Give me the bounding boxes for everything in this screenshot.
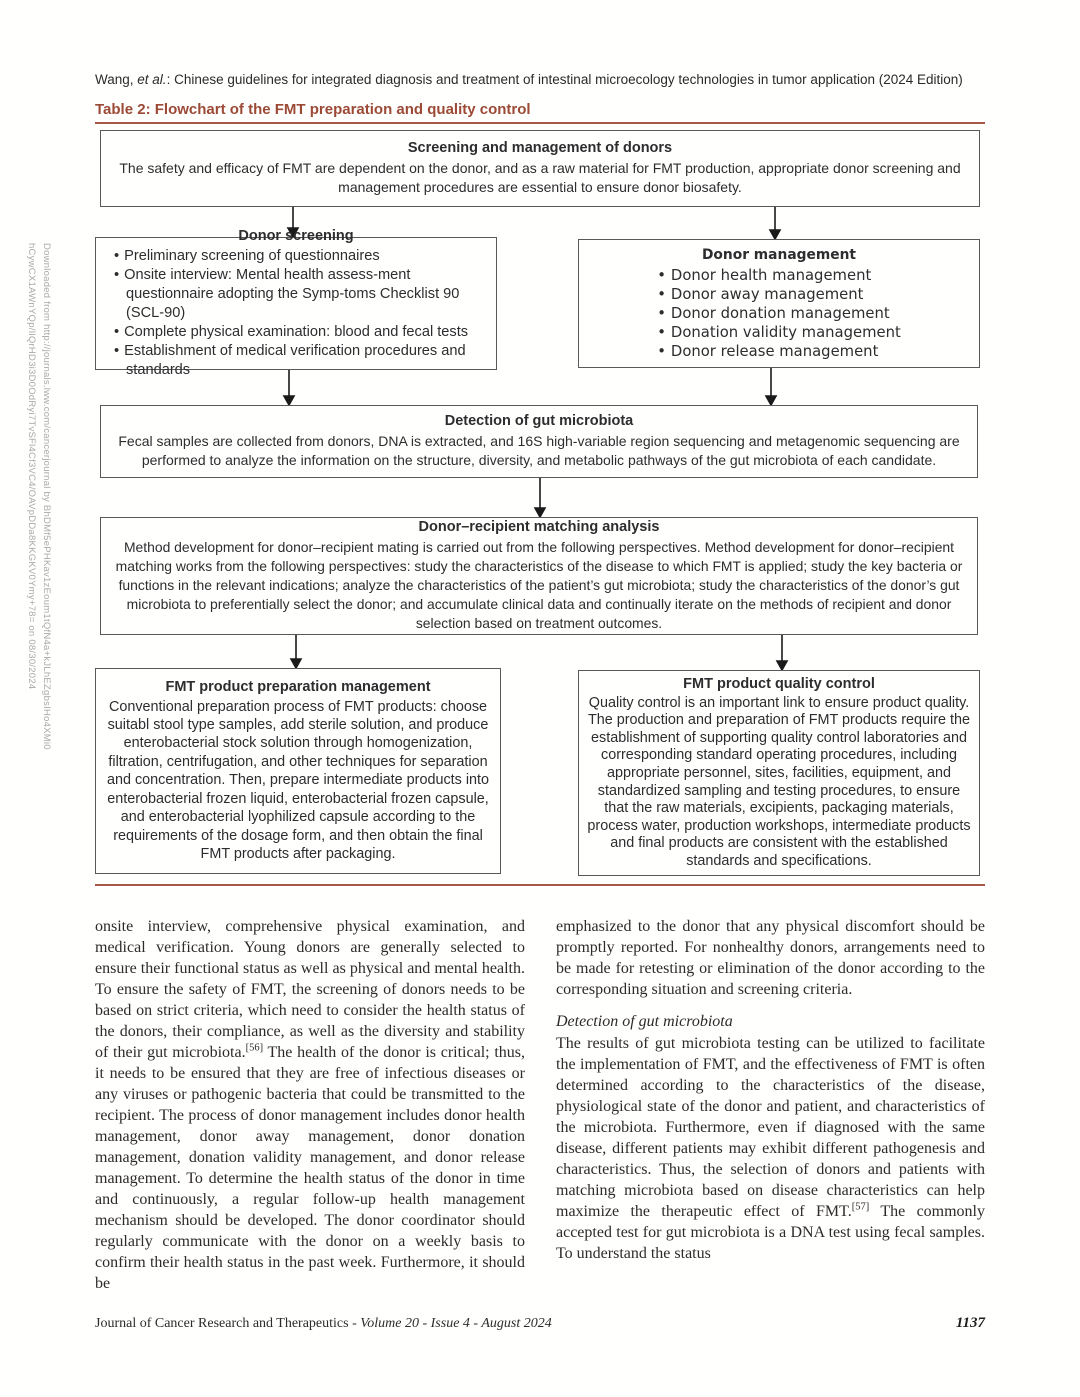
list-item: • Donation validity management [657,323,901,342]
list-item: • Establishment of medical verification procedures and standards [114,342,486,380]
flow-box-body: The safety and efficacy of FMT are dependent on the donor, and as a raw material for FMT production, appropriate donor screening and management procedures are essential to ensure donor biosafety. [119,160,961,195]
running-head-authors: Wang, [95,72,138,87]
paragraph-text: The commonly accepted test for gut microbiota is a DNA test using fecal samples. To understand the status [556,1203,986,1262]
fmt-flowchart [0,130,1080,876]
reference-marker: [57] [851,1201,870,1213]
list-item: • Donor donation management [657,304,901,323]
flow-box-quality-control [578,670,980,876]
flow-box-screening-and-management [100,130,980,207]
flow-box-donor-screening [95,227,497,378]
flow-box-donor-management [578,239,980,368]
journal-name: Journal of Cancer Research and Therapeutics [95,1316,349,1331]
flow-box-title: Screening and management of donors [407,140,673,156]
paragraph [556,1033,985,1264]
paragraph [95,916,525,1294]
list-item: • Complete physical examination: blood and fecal tests [114,323,486,342]
flow-box-title: Detection of gut microbiota [444,413,634,429]
page-number: 1137 [955,1315,985,1331]
paragraph-text: The health of the donor is critical; thus, it needs to be ensured that they are free of infectious diseases or any viruses or pathogenic bacteria that could be transmitted to the recipient. The process of donor management includes donor health management, donor away management, donor donation management, donation validity management, and donor release management. To determine the health status of the donor in time and continuously, a regular follow-up health management mechanism should be developed. The donor coordinator should regularly communicate with the donor on a weekly basis to confirm their health status in the past week. Furthermore, it should be [95,1044,525,1292]
list-item: • Donor health management [657,266,901,285]
flow-box-body: Quality control is an important link to ensure product quality. The production and preparation of FMT products require the establishment of supporting quality control laboratories and corresponding standard operating procedures, including appropriate personnel, sites, facilities, equipment, and standardized sampling and testing procedures, to ensure that the raw materials, excipients, packaging materials, process water, production workshops, intermediate products and final products are consistent with the established standards and specifications. [587,694,971,869]
running-head [95,72,985,87]
section-subheading: Detection of gut microbiota [556,1013,733,1030]
paragraph-text: The results of gut microbiota testing can be utilized to facilitate the implementation of FMT, and the effectiveness of FMT is often determined according to the characteristics of the disease, physiological state of the donor and patient, and characteristics of the microbiota. Furthermore, even if diagnosed with the same disease, different patients may exhibit different pathogenesis and characteristics. Thus, the selection of donors and patients with matching microbiota based on disease characteristics can help maximize the therapeutic effect of FMT. [556,1035,985,1220]
article-column-right [556,916,985,1264]
flow-box-body: Fecal samples are collected from donors, DNA is extracted, and 16S high-variable region sequencing and metagenomic sequencing are performed to analyze the information on the structure, diversity, and metabolic pathways of the gut microbiota of each candidate. [118,433,960,468]
flow-box-body: Conventional preparation process of FMT products: choose suitabl stool type samples, add sterile solution, and produce enterobacterial stock solution through homogenization, filtration, centrifugation, and other techniques for separation and concentration. Then, prepare intermediate products into enterobacterial frozen liquid, enterobacterial frozen capsule, and enterobacterial lyophilized capsule according to the requirements of the dosage form, and then obtain the final FMT products after packaging. [106,698,490,862]
flow-box-title: Donor management [701,246,857,263]
list-item: • Donor release management [657,342,901,361]
list-item: • Preliminary screening of questionnaires [114,247,486,266]
footer-journal-info [95,1316,552,1332]
running-head-title: : Chinese guidelines for integrated diagnosis and treatment of intestinal microecology technologies in tumor application (2024 Edition) [166,72,963,87]
flow-box-title: FMT product quality control [683,675,875,692]
paragraph-text: onsite interview, comprehensive physical examination, and medical verification. Young donors are generally selected to ensure their functional status as well as physical and mental health. To ensure the safety of FMT, the screening of donors needs to be based on strict criteria, which need to consider the health status of the donors, their compliance, as well as the diversity and stability of their gut microbiota. [95,918,525,1061]
flow-box-title: FMT product preparation management [165,678,431,695]
list-item: • Onsite interview: Mental health assess-ment questionnaire adopting the Symp-toms Checklist 90 (SCL-90) [114,266,486,323]
divider-top [95,122,985,124]
reference-marker: [56] [245,1042,264,1054]
donor-management-list [657,266,901,361]
paragraph: emphasized to the donor that any physical discomfort should be promptly reported. For nonhealthy donors, arrangements need to be made for retesting or elimination of the donor according to the corresponding situation and screening criteria. [556,918,985,998]
issue-separator: - [348,1316,361,1331]
flow-box-body: Method development for donor–recipient mating is carried out from the following perspectives. Method development for donor–recipient matching works from the following perspectives: study the characteristics of the disease to which FMT is applied; study the key bacteria or functions in the relevant indications; analyze the characteristics of the patient’s gut microbiota; study the characteristics of the donor’s gut microbiota to preferentially select the donor; and accumulate clinical data and continually iterate on the methods of recipient and donor selection based on treatment outcomes. [115,538,963,632]
flow-box-matching-analysis [100,517,978,635]
flow-box-title: Donor–recipient matching analysis [418,518,660,535]
table-caption: Table 2: Flowchart of the FMT preparation and quality control [95,101,531,118]
flow-box-product-preparation [95,668,501,874]
divider-bottom [95,884,985,886]
donor-screening-list [114,247,486,380]
running-head-etal: et al. [137,72,167,87]
journal-page: Downloaded from http://journals.lww.com/cancerjournal by BhDMf5ePHKav1zEoum1tQfN4a+kJLhEZgbsIHo4XMi0 hCywCX1AWnYQp/IlQrHD3i3D0OdRyi7TvSFl4Cf3VC4/OAVpDDa8KKGKV0Ymy+78= on 08/30/2024 Wang, et al.: Chinese guidelines for integrated diagnosis and treatment of intestinal microecology technologies in tumor application (2024 Edition) Table 2: Flowchart of the FMT preparation and quality control Screening and management of donors The safety and efficacy of FMT are dependent on the donor, and as a raw material for FMT production, appropriate donor screening and management procedures are essential to ensure donor biosafety. Donor screening • Preliminary screening of questionnaires • Onsite interview: Mental health assess-ment questionnaire adopting the Symp-toms Checklist 90 (SCL-90) • Complete physical examination: blood and fecal tests • Establishment of medical verification procedures and standards Donor management • Donor health management • Donor away management • Donor donation management • Donation validity management • Donor release management Detection of gut microbiota Fecal samples are collected from donors, DNA is extracted, and 16S high-variable region sequencing and metagenomic sequencing are performed to analyze the information on the structure, diversity, and metabolic pathways of the gut microbiota of each candidate. Donor–recipient matching analysis Method development for donor–recipient mating is carried out from the following perspectives. Method development for donor–recipient matching works from the following perspectives: study the characteristics of the disease to which FMT is applied; study the key bacteria or functions in the relevant indications; analyze the characteristics of the patient’s gut microbiota; study the characteristics of the donor’s gut microbiota to preferentially select the donor; and accumulate clinical data and continually iterate on the methods of recipient and donor selection based on treatment outcomes. FMT product preparation management Conventional preparation process of FMT products: choose suitabl stool type samples, add sterile solution, and produce enterobacterial stock solution through homogenization, filtration, centrifugation, and other techniques for separation and concentration. Then, prepare intermediate products into enterobacterial frozen liquid, enterobacterial frozen capsule, and enterobacterial lyophilized capsule according to the requirements of the dosage form, and then obtain the final FMT products after packaging. FMT product quality control Quality control is an important link to ensure product quality. The production and preparation of FMT products require the establishment of supporting quality control laboratories and corresponding standard operating procedures, including appropriate personnel, sites, facilities, equipment, and standardized sampling and testing procedures, to ensure that the raw materials, excipients, packaging materials, process water, production workshops, intermediate products and final products are consistent with the established standards and specifications. onsite interview, comprehensive physical examination, and medical verification. Young donors are generally selected to ensure their functional status as well as physical and mental health. To ensure the safety of FMT, the screening of donors needs to be based on strict criteria, which need to consider the health status of the donors, their compliance, as well as the diversity and stability of their gut microbiota.[56] The health of the donor is critical; thus, it needs to be ensured that they are free of infectious diseases or any viruses or pathogenic bacteria that could be transmitted to the recipient. The process of donor management includes donor health management, donor away management, donor donation management, donation validity management, and donor release management. To determine the health status of the donor in time and continuously, a regular follow-up health management mechanism should be developed. The donor coordinator should regularly communicate with the donor on a weekly basis to confirm their health status in the past week. Furthermore, it should be emphasized to the donor that any physical discomfort should be promptly reported. For nonhealthy donors, arrangements need to be made for retesting or elimination of the donor according to the corresponding situation and screening criteria. Detection of gut microbiota The results of gut microbiota testing can be utilized to facilitate the implementation of FMT, and the effectiveness of FMT is often determined according to the characteristics of the disease, physiological state of the donor and patient, and characteristics of the microbiota. Furthermore, even if diagnosed with the same disease, different patients may exhibit different pathogenesis and characteristics. Thus, the selection of donors and patients with matching microbiota based on disease characteristics can help maximize the therapeutic effect of FMT.[57] The commonly accepted test for gut microbiota is a DNA test using fecal samples. To understand the status Journal of Cancer Research and Therapeutics - Volume 20 - Issue 4 - August 2024 1137 [0,0,1080,1397]
flow-box-title: Donor screening [238,227,354,244]
flow-box-detection [100,405,978,478]
article-column-left [95,916,525,1294]
issue-info: Volume 20 - Issue 4 - August 2024 [360,1316,552,1331]
list-item: • Donor away management [657,285,901,304]
